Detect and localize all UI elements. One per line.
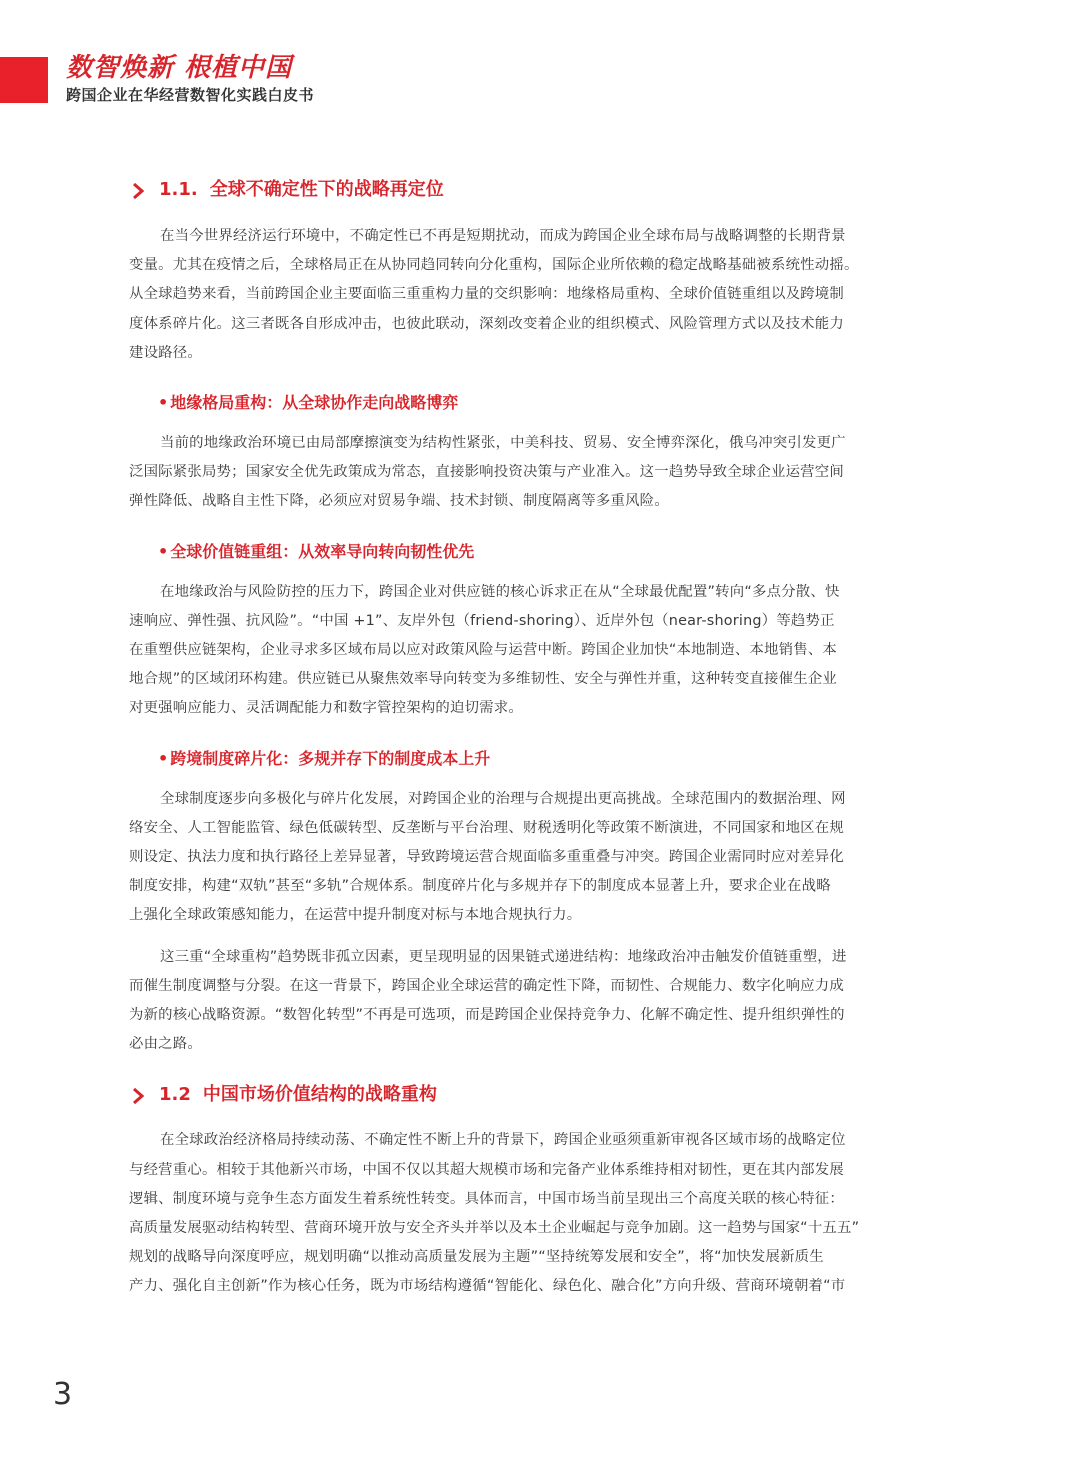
paragraph-line: 与经营重心。相较于其他新兴市场，中国不仅以其超大规模市场和完备产业体系维持相对韧性，更在其内部发展	[129, 1161, 844, 1178]
page-number: 3	[53, 1377, 73, 1412]
chevron-right-icon	[127, 183, 149, 199]
paragraph-line: 地合规”的区域闭环构建。供应链已从聚焦效率导向转变为多维韧性、安全与弹性并重，这种转变直接催生企业	[129, 671, 838, 688]
section-heading-1-2	[129, 1079, 926, 1111]
subsection-heading-institutions	[129, 744, 926, 773]
section-title: 全球不确定性下的战略再定位	[209, 179, 444, 200]
paragraph-line: 规划的战略导向深度呼应，规划明确“以推动高质量发展为主题”“坚持统筹发展和安全”，将“加快发展新质生	[129, 1249, 824, 1266]
paragraph-line: 而催生制度调整与分裂。在这一背景下，跨国企业全球运营的确定性下降，而韧性、合规能力、数字化响应力成	[129, 977, 844, 994]
paragraph-line: 从全球趋势来看，当前跨国企业主要面临三重重构力量的交织影响：地缘格局重构、全球价值链重组以及跨境制	[129, 286, 844, 303]
paragraph-line: 速响应、弹性强、抗风险”。“中国 +1”、友岸外包（friend-shoring）、近岸外包（near-shoring）等趋势正	[129, 612, 835, 629]
paragraph-line: 这三重“全球重构”趋势既非孤立因素，更呈现明显的因果链式递进结构：地缘政治冲击触发价值链重塑，进	[160, 948, 847, 965]
subsection-title: 地缘格局重构：从全球协作走向战略博弈	[170, 393, 459, 413]
section-title: 中国市场价值结构的战略重构	[202, 1084, 437, 1106]
section-number: 1.1.	[159, 179, 198, 200]
paragraph-line: 度体系碎片化。这三者既各自形成冲击，也彼此联动，深刻改变着企业的组织模式、风险管理方式以及技术能力	[129, 315, 844, 332]
paragraph-line: 建设路径。	[129, 344, 202, 361]
subsection-title: 跨境制度碎片化：多规并存下的制度成本上升	[170, 748, 491, 768]
paragraph-line: 在重塑供应链架构，企业寻求多区域布局以应对政策风险与运营中断。跨国企业加快“本地制造、本地销售、本	[129, 642, 838, 659]
paragraph-line: 则设定、执法力度和执行路径上差异显著，导致跨境运营合规面临多重重叠与冲突。跨国企业需同时应对差异化	[129, 849, 844, 866]
paragraph-line: 逻辑、制度环境与竞争生态方面发生着系统性转变。具体而言，中国市场当前呈现出三个高度关联的核心特征：	[129, 1190, 844, 1207]
brand-subtitle: 跨国企业在华经营数智化实践白皮书	[66, 86, 315, 104]
bullet-icon: •	[158, 748, 169, 768]
paragraph-line: 必由之路。	[129, 1036, 202, 1053]
document-body	[129, 174, 926, 1302]
paragraph-line: 为新的核心战略资源。“数智化转型”不再是可选项，而是跨国企业保持竞争力、化解不确定性、提升组织弹性的	[129, 1007, 845, 1024]
paragraph-line: 在地缘政治与风险防控的压力下，跨国企业对供应链的核心诉求正在从“全球最优配置”转向“多点分散、快	[160, 583, 840, 600]
header-red-block	[0, 57, 48, 103]
subsection-heading-geopolitics	[129, 388, 926, 417]
paragraph-line: 变量。尤其在疫情之后，全球格局正在从协同趋同转向分化重构，国际企业所依赖的稳定战略基础被系统性动摇。	[129, 257, 859, 274]
brand-title: 数智焕新 根植中国	[66, 53, 293, 83]
bullet-icon: •	[158, 393, 169, 413]
paragraph-line: 高质量发展驱动结构转型、营商环境开放与安全齐头并举以及本土企业崛起与竞争加剧。这一趋势与国家“十五五”	[129, 1220, 860, 1237]
paragraph-line: 制度安排，构建“双轨”甚至“多轨”合规体系。制度碎片化与多规并存下的制度成本显著上升，要求企业在战略	[129, 878, 831, 895]
chevron-right-icon	[127, 1088, 149, 1104]
paragraph-line: 在当今世界经济运行环境中，不确定性已不再是短期扰动，而成为跨国企业全球布局与战略调整的长期背景	[160, 228, 846, 244]
subsection-heading-value-chain	[129, 537, 926, 566]
paragraph-line: 产力、强化自主创新”作为核心任务，既为市场结构遵循“智能化、绿色化、融合化”方向升级、营商环境朝着“市	[129, 1278, 846, 1295]
paragraph-line: 络安全、人工智能监管、绿色低碳转型、反垄断与平台治理、财税透明化等政策不断演进，不同国家和地区在规	[129, 819, 844, 836]
paragraph-line: 当前的地缘政治环境已由局部摩擦演变为结构性紧张，中美科技、贸易、安全博弈深化，俄乌冲突引发更广	[160, 435, 846, 452]
section-heading-1-1	[129, 174, 926, 206]
paragraph-line: 对更强响应能力、灵活调配能力和数字管控架构的迫切需求。	[129, 700, 523, 717]
section-number: 1.2	[159, 1084, 191, 1106]
paragraph-line: 泛国际紧张局势；国家安全优先政策成为常态，直接影响投资决策与产业准入。这一趋势导致全球企业运营空间	[129, 464, 844, 481]
paragraph-line: 在全球政治经济格局持续动荡、不确定性不断上升的背景下，跨国企业亟须重新审视各区域市场的战略定位	[160, 1132, 846, 1149]
paragraph-line: 弹性降低、战略自主性下降，必须应对贸易争端、技术封锁、制度隔离等多重风险。	[129, 493, 669, 510]
subsection-title: 全球价值链重组：从效率导向转向韧性优先	[170, 541, 475, 561]
paragraph-line: 上强化全球政策感知能力，在运营中提升制度对标与本地合规执行力。	[129, 907, 582, 924]
paragraph-line: 全球制度逐步向多极化与碎片化发展，对跨国企业的治理与合规提出更高挑战。全球范围内的数据治理、网	[160, 790, 846, 807]
bullet-icon: •	[158, 541, 169, 561]
